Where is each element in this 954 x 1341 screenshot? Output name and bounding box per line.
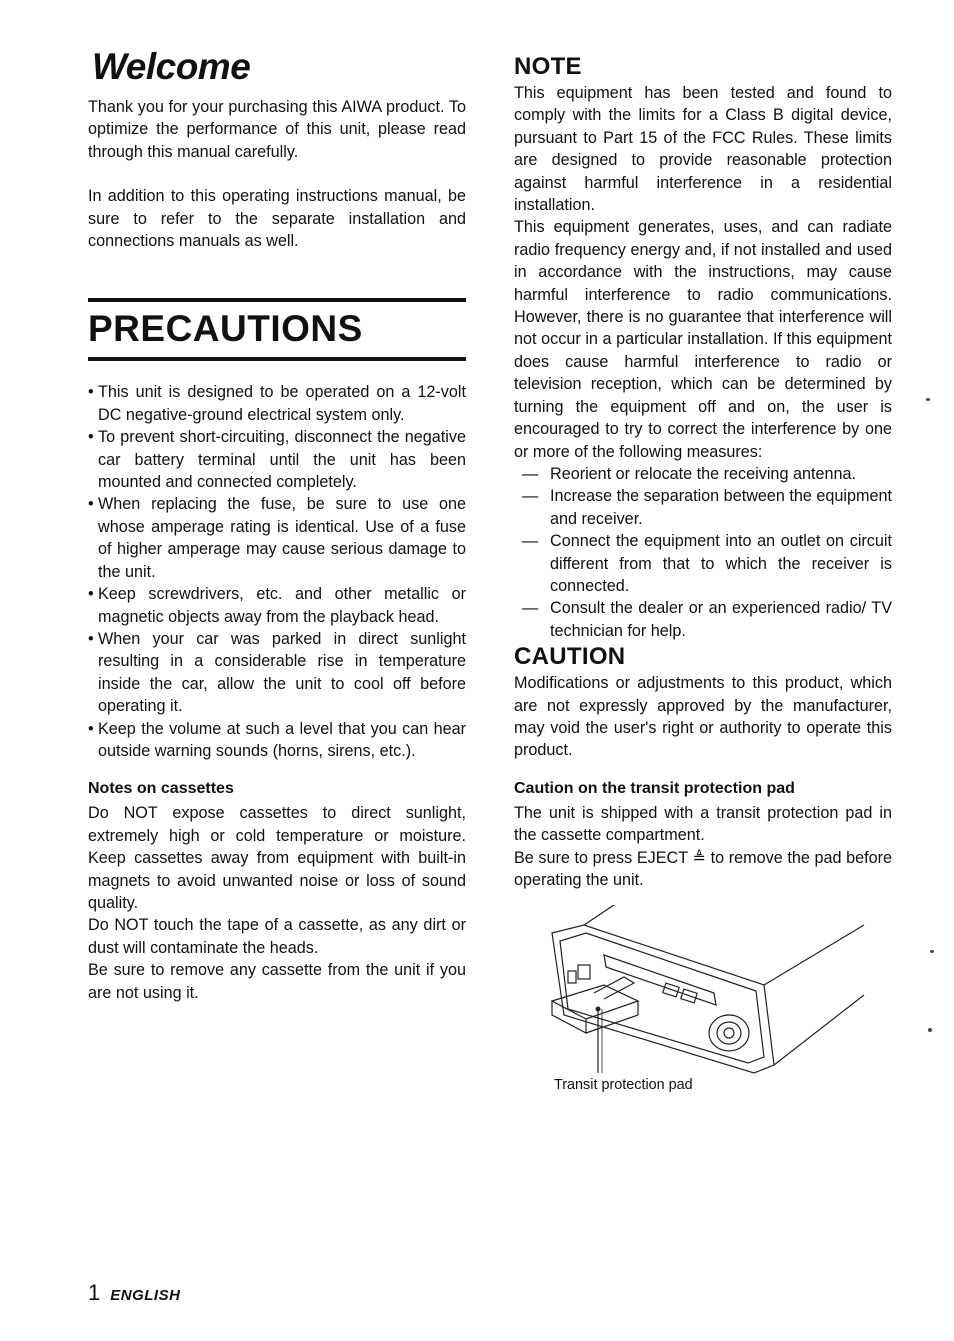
transit-pad-title: Caution on the transit protection pad bbox=[514, 779, 795, 797]
precaution-item: • When your car was parked in direct sunlight resulting in a considerable rise in temperature inside the car, allow the unit to cool off before operating it. bbox=[88, 628, 466, 718]
precautions-header-block bbox=[88, 298, 466, 361]
transit-paragraph-1: The unit is shipped with a transit protection pad in the cassette compartment. bbox=[514, 803, 892, 845]
welcome-paragraph-2: In addition to this operating instructions manual, be sure to refer to the separate installation and connections manuals as well. bbox=[88, 187, 466, 251]
car-stereo-illustration bbox=[534, 905, 884, 1075]
measure-item: — Reorient or relocate the receiving antenna. bbox=[514, 463, 892, 485]
caution-paragraph: Modifications or adjustments to this product, which are not expressly approved by the manufacturer, may void the user's right or authority to operate this product. bbox=[514, 674, 892, 760]
measure-item: — Increase the separation between the equipment and receiver. bbox=[514, 485, 892, 530]
note-measures-list bbox=[514, 463, 892, 642]
right-column bbox=[514, 52, 892, 1115]
welcome-title: Welcome bbox=[92, 46, 251, 87]
language-label: ENGLISH bbox=[110, 1287, 181, 1304]
precaution-item: • To prevent short-circuiting, disconnect the negative car battery terminal until the unit has been mounted and connected completely. bbox=[88, 426, 466, 493]
page-footer bbox=[88, 1280, 180, 1306]
precautions-title: PRECAUTIONS bbox=[88, 308, 363, 350]
scan-speck bbox=[930, 950, 934, 953]
cassettes-paragraph-3: Be sure to remove any cassette from the unit if you are not using it. bbox=[88, 961, 466, 1002]
cassettes-paragraph-1: Do NOT expose cassettes to direct sunlight, extremely high or cold temperature or moisture. Keep cassettes away from equipment with built-in magnets to avoid unwanted noise or loss of sound quality. bbox=[88, 804, 466, 912]
scan-speck bbox=[928, 1028, 932, 1032]
welcome-paragraph-1: Thank you for your purchasing this AIWA product. To optimize the performance of this unit, please read through this manual carefully. bbox=[88, 98, 466, 161]
caution-title: CAUTION bbox=[514, 643, 626, 671]
note-paragraph-2: This equipment generates, uses, and can radiate radio frequency energy and, if not installed and used in accordance with the instructions, may cause harmful interference to radio communications. However, there is no guarantee that interference will not occur in a particular installation. If this equipment does cause harmful interference to radio or television reception, which can be determined by turning the equipment off and on, the user is encouraged to try to correct the interference by one or more of the following measures: bbox=[514, 218, 892, 461]
page-number: 1 bbox=[88, 1280, 101, 1305]
measure-item: — Consult the dealer or an experienced radio/ TV technician for help. bbox=[514, 597, 892, 642]
left-column bbox=[88, 44, 466, 1004]
precautions-list bbox=[88, 381, 466, 762]
precaution-item: • This unit is designed to be operated on a 12-volt DC negative-ground electrical system only. bbox=[88, 381, 466, 426]
measure-item: — Connect the equipment into an outlet on circuit different from that to which the receiver is connected. bbox=[514, 530, 892, 597]
figure-caption: Transit protection pad bbox=[554, 1077, 693, 1094]
scan-speck bbox=[926, 398, 930, 401]
note-paragraph-1: This equipment has been tested and found to comply with the limits for a Class B digital device, pursuant to Part 15 of the FCC Rules. These limits are designed to provide reasonable protection against harmful interference in a residential installation. bbox=[514, 84, 892, 215]
note-title: NOTE bbox=[514, 53, 582, 80]
precaution-item: • Keep the volume at such a level that you can hear outside warning sounds (horns, sirens, etc.). bbox=[88, 718, 466, 763]
notes-on-cassettes-title: Notes on cassettes bbox=[88, 780, 234, 798]
cassettes-paragraph-2: Do NOT touch the tape of a cassette, as any dirt or dust will contaminate the heads. bbox=[88, 916, 466, 957]
transit-paragraph-2: Be sure to press EJECT ≜ to remove the pad before operating the unit. bbox=[514, 848, 892, 889]
precaution-item: • When replacing the fuse, be sure to use one whose amperage rating is identical. Use of a fuse of higher amperage may cause serious damage to the unit. bbox=[88, 493, 466, 583]
precaution-item: • Keep screwdrivers, etc. and other metallic or magnetic objects away from the playback head. bbox=[88, 583, 466, 628]
transit-pad-figure bbox=[534, 905, 884, 1115]
